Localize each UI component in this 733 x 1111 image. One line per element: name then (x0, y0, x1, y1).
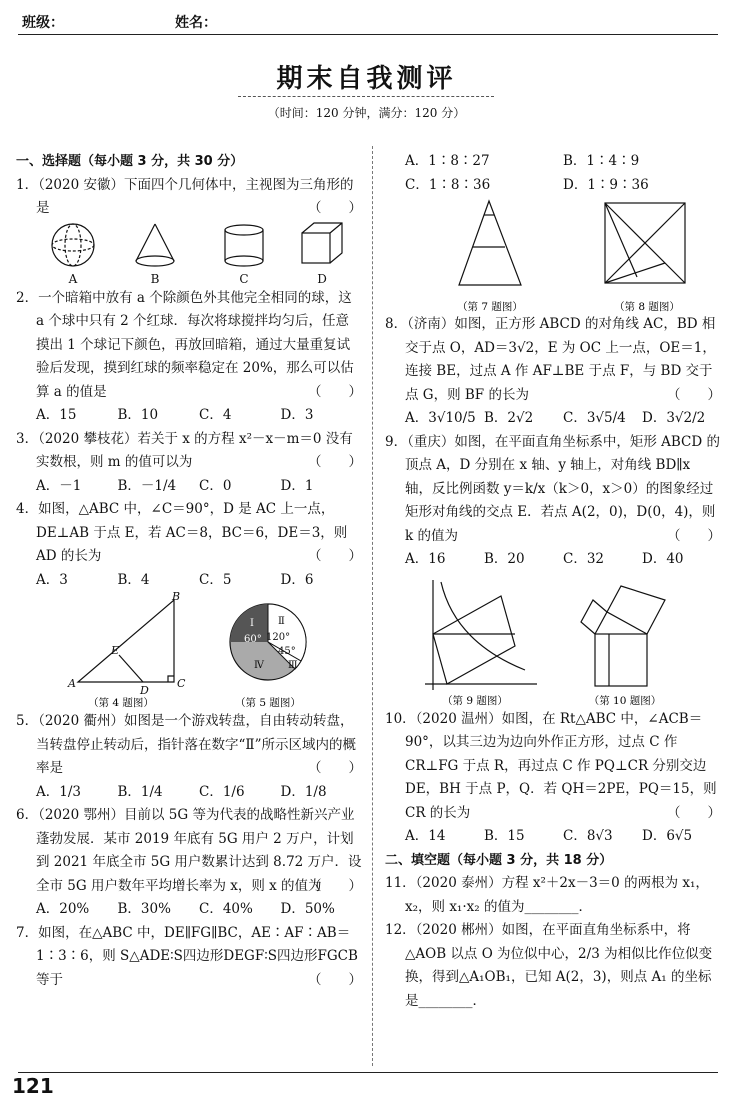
q8-option-d[interactable]: D．3√2/2 (642, 410, 706, 426)
q1-label-d: D (317, 271, 327, 286)
q6-option-a[interactable]: A．20% (36, 901, 90, 917)
q8-options (385, 407, 721, 431)
q10-options (385, 825, 721, 849)
q6-option-b[interactable]: B．30% (117, 901, 171, 917)
q3-option-a[interactable]: A．－1 (36, 477, 82, 494)
svg-text:Ⅱ: Ⅱ (278, 616, 285, 627)
question-5: 5．（2020 衢州）如图是一个游戏转盘，自由转动转盘，当转盘停止转动后，指针落在数字“Ⅱ”所示区域内的概率是 （ ） (16, 713, 362, 776)
q7-option-b[interactable]: B．1∶4∶9 (563, 153, 640, 169)
q3-option-d[interactable]: D．1 (280, 477, 314, 494)
svg-text:Ⅰ: Ⅰ (250, 618, 254, 629)
figure-4 (16, 592, 206, 710)
q6-options (16, 898, 362, 922)
figure-7 (385, 197, 565, 313)
q3-option-b[interactable]: B．－1/4 (117, 477, 177, 494)
question-10: 10．（2020 温州）如图，在 Rt△ABC 中，∠ACB＝90°，以其三边为边向外作正方形，过点 C 作 CR⊥FG 于点 R，再过点 C 作 PQ⊥CR 分别交边 DE，BH 于点 P，Q．若 QH＝2PE，PQ＝15，则 CR 的长为 （ ） (385, 710, 721, 821)
svg-text:C: C (177, 677, 186, 690)
q4-options (16, 569, 362, 593)
question-1: 1．（2020 安徽）下面四个几何体中，主视图为三角形的是 （ ） (16, 176, 362, 216)
q2-option-a[interactable]: A．15 (36, 407, 77, 423)
fig7-caption: （第 7 题图） (457, 301, 523, 313)
q7-option-a[interactable]: A．1∶8∶27 (405, 153, 490, 169)
question-9: 9．（重庆）如图，在平面直角坐标系中，矩形 ABCD 的顶点 A，D 分别在 x 轴、y 轴上，对角线 BD∥x 轴，反比例函数 y＝k/x（k＞0，x＞0）的图象经过矩形对角线的交点 E．若点 A(2，0)，D(0，4)，则 k 的值为 （ ） (385, 433, 721, 544)
q5-options (16, 781, 362, 805)
svg-text:B: B (172, 592, 181, 603)
question-2: 2．一个暗箱中放有 a 个除颜色外其他完全相同的球，这 a 个球中只有 2 个红球．每次将球搅拌均匀后，任意摸出 1 个球记下颜色，再放回暗箱，通过大量重复试验后发现，摸到红球的频率稳定在 20%，那么可以估算 a 的值是 （ ） (16, 289, 362, 400)
fig4-fig5-row (16, 592, 362, 710)
question-8: 8．（济南）如图，正方形 ABCD 的对角线 AC，BD 相交于点 O，AD＝3√2，E 为 OC 上一点，OE＝1，连接 BE，过点 A 作 AF⊥BE 于点 F，与 BD 交于点 G，则 BF 的长为 （ ） (385, 316, 721, 403)
fig10-caption: （第 10 题图） (588, 694, 662, 707)
page-number: 121 (12, 1074, 54, 1098)
figure-10 (555, 572, 715, 708)
q10-option-b[interactable]: B．15 (484, 828, 525, 844)
q10-option-d[interactable]: D．6√5 (642, 828, 693, 844)
q9-option-d[interactable]: D．40 (642, 551, 684, 567)
q1-label-b: B (150, 271, 160, 286)
question-12: 12．（2020 郴州）如图，在平面直角坐标系中，将△AOB 以点 O 为位似中心，2/3 为相似比作位似变换，得到△A₁OB₁，已知 A(2，3)，则点 A₁ 的坐标是________． (385, 922, 713, 1009)
q8-option-b[interactable]: B．2√2 (484, 410, 534, 426)
svg-text:A: A (68, 677, 76, 690)
q9-option-c[interactable]: C．32 (563, 551, 605, 567)
fig8-caption: （第 8 题图） (614, 301, 680, 313)
q4-option-c[interactable]: C．5 (199, 571, 232, 588)
q10-option-c[interactable]: C．8√3 (563, 828, 613, 844)
q9-option-a[interactable]: A．16 (405, 551, 446, 567)
page-title: 期末自我测评 (276, 64, 457, 94)
left-column (16, 150, 362, 992)
question-4: 4．如图，△ABC 中，∠C＝90°，D 是 AC 上一点，DE⊥AB 于点 E，若 AC＝8，BC＝6，DE＝3，则 AD 的长为 （ ） (16, 501, 362, 564)
question-6: 6．（2020 鄂州）目前以 5G 等为代表的战略性新兴产业蓬勃发展．某市 2019 年底有 5G 用户 2 万户，计划到 2021 年底全市 5G 用户数累计达到 8.72 万户．设全市 5G 用户数年平均增长率为 x，则 x 的值为 （ ） (16, 807, 362, 894)
figure-9 (385, 572, 555, 708)
q8-option-a[interactable]: A．3√10/5 (405, 410, 476, 426)
q4-option-d[interactable]: D．6 (280, 571, 314, 588)
svg-text:Ⅳ: Ⅳ (254, 660, 264, 671)
fig7-fig8-row (385, 197, 721, 313)
svg-text:45°: 45° (278, 646, 296, 657)
q1-label-c: C (239, 271, 249, 286)
q4-option-a[interactable]: A．3 (36, 571, 68, 588)
q2-option-c[interactable]: C．4 (199, 407, 232, 423)
section-fill-title: 二、填空题（每小题 3 分，共 18 分） (385, 852, 613, 868)
fig4-caption: （第 4 题图） (88, 697, 154, 709)
q1-label-a: A (68, 271, 78, 286)
fig9-caption: （第 9 题图） (442, 694, 508, 707)
q3-option-c[interactable]: C．0 (199, 477, 232, 494)
q7-option-c[interactable]: C．1∶8∶36 (405, 176, 491, 193)
q2-options (16, 404, 362, 428)
name-label: 姓名： (175, 15, 217, 31)
section-choice-title: 一、选择题（每小题 3 分，共 30 分） (16, 154, 244, 169)
right-column (385, 150, 721, 1013)
question-3: 3．（2020 攀枝花）若关于 x 的方程 x²－x－m＝0 没有实数根，则 m 的值可以为 （ ） (16, 430, 362, 470)
title-rule (238, 96, 494, 97)
figure-8 (565, 197, 715, 313)
q7-options (385, 150, 721, 197)
q5-option-b[interactable]: B．1/4 (117, 783, 163, 800)
q1-solids-figure (16, 221, 356, 287)
svg-text:E: E (111, 644, 120, 657)
figure-5 (206, 592, 356, 710)
svg-text:60°: 60° (244, 634, 262, 645)
q6-option-d[interactable]: D．50% (280, 901, 335, 917)
q10-option-a[interactable]: A．14 (405, 828, 446, 844)
q5-option-c[interactable]: C．1/6 (199, 783, 245, 800)
q3-options (16, 475, 362, 499)
page-subtitle: （时间：120 分钟，满分：120 分） (267, 106, 466, 120)
q7-option-d[interactable]: D．1∶9∶36 (563, 176, 649, 193)
q4-option-b[interactable]: B．4 (117, 571, 150, 588)
q5-option-a[interactable]: A．1/3 (36, 783, 81, 800)
class-label: 班级： (22, 15, 64, 31)
fig9-fig10-row (385, 572, 721, 708)
svg-text:120°: 120° (266, 632, 291, 643)
svg-text:D: D (140, 684, 149, 697)
svg-text:Ⅲ: Ⅲ (288, 660, 298, 671)
question-7: 7．如图，在△ABC 中，DE∥FG∥BC，AE∶AF∶AB＝1∶3∶6，则 S△ADE∶S四边形DEGF∶S四边形FGCB 等于 （ ） (16, 924, 362, 988)
q9-options (385, 548, 721, 572)
footer-divider (18, 1072, 718, 1073)
cylinder-shape (225, 225, 263, 235)
q2-option-b[interactable]: B．10 (117, 407, 159, 423)
q5-option-d[interactable]: D．1/8 (280, 783, 327, 800)
fig5-caption: （第 5 题图） (235, 697, 301, 709)
question-11: 11．（2020 泰州）方程 x²＋2x－3＝0 的两根为 x₁，x₂，则 x₁·x₂ 的值为________． (385, 875, 709, 915)
prism-shape (302, 233, 330, 263)
q9-option-b[interactable]: B．20 (484, 551, 525, 567)
header-divider (18, 34, 718, 35)
q8-option-c[interactable]: C．3√5/4 (563, 410, 626, 426)
q6-option-c[interactable]: C．40% (199, 901, 253, 917)
q2-option-d[interactable]: D．3 (280, 407, 314, 423)
sphere-shape (52, 224, 94, 266)
column-separator (372, 146, 373, 1066)
